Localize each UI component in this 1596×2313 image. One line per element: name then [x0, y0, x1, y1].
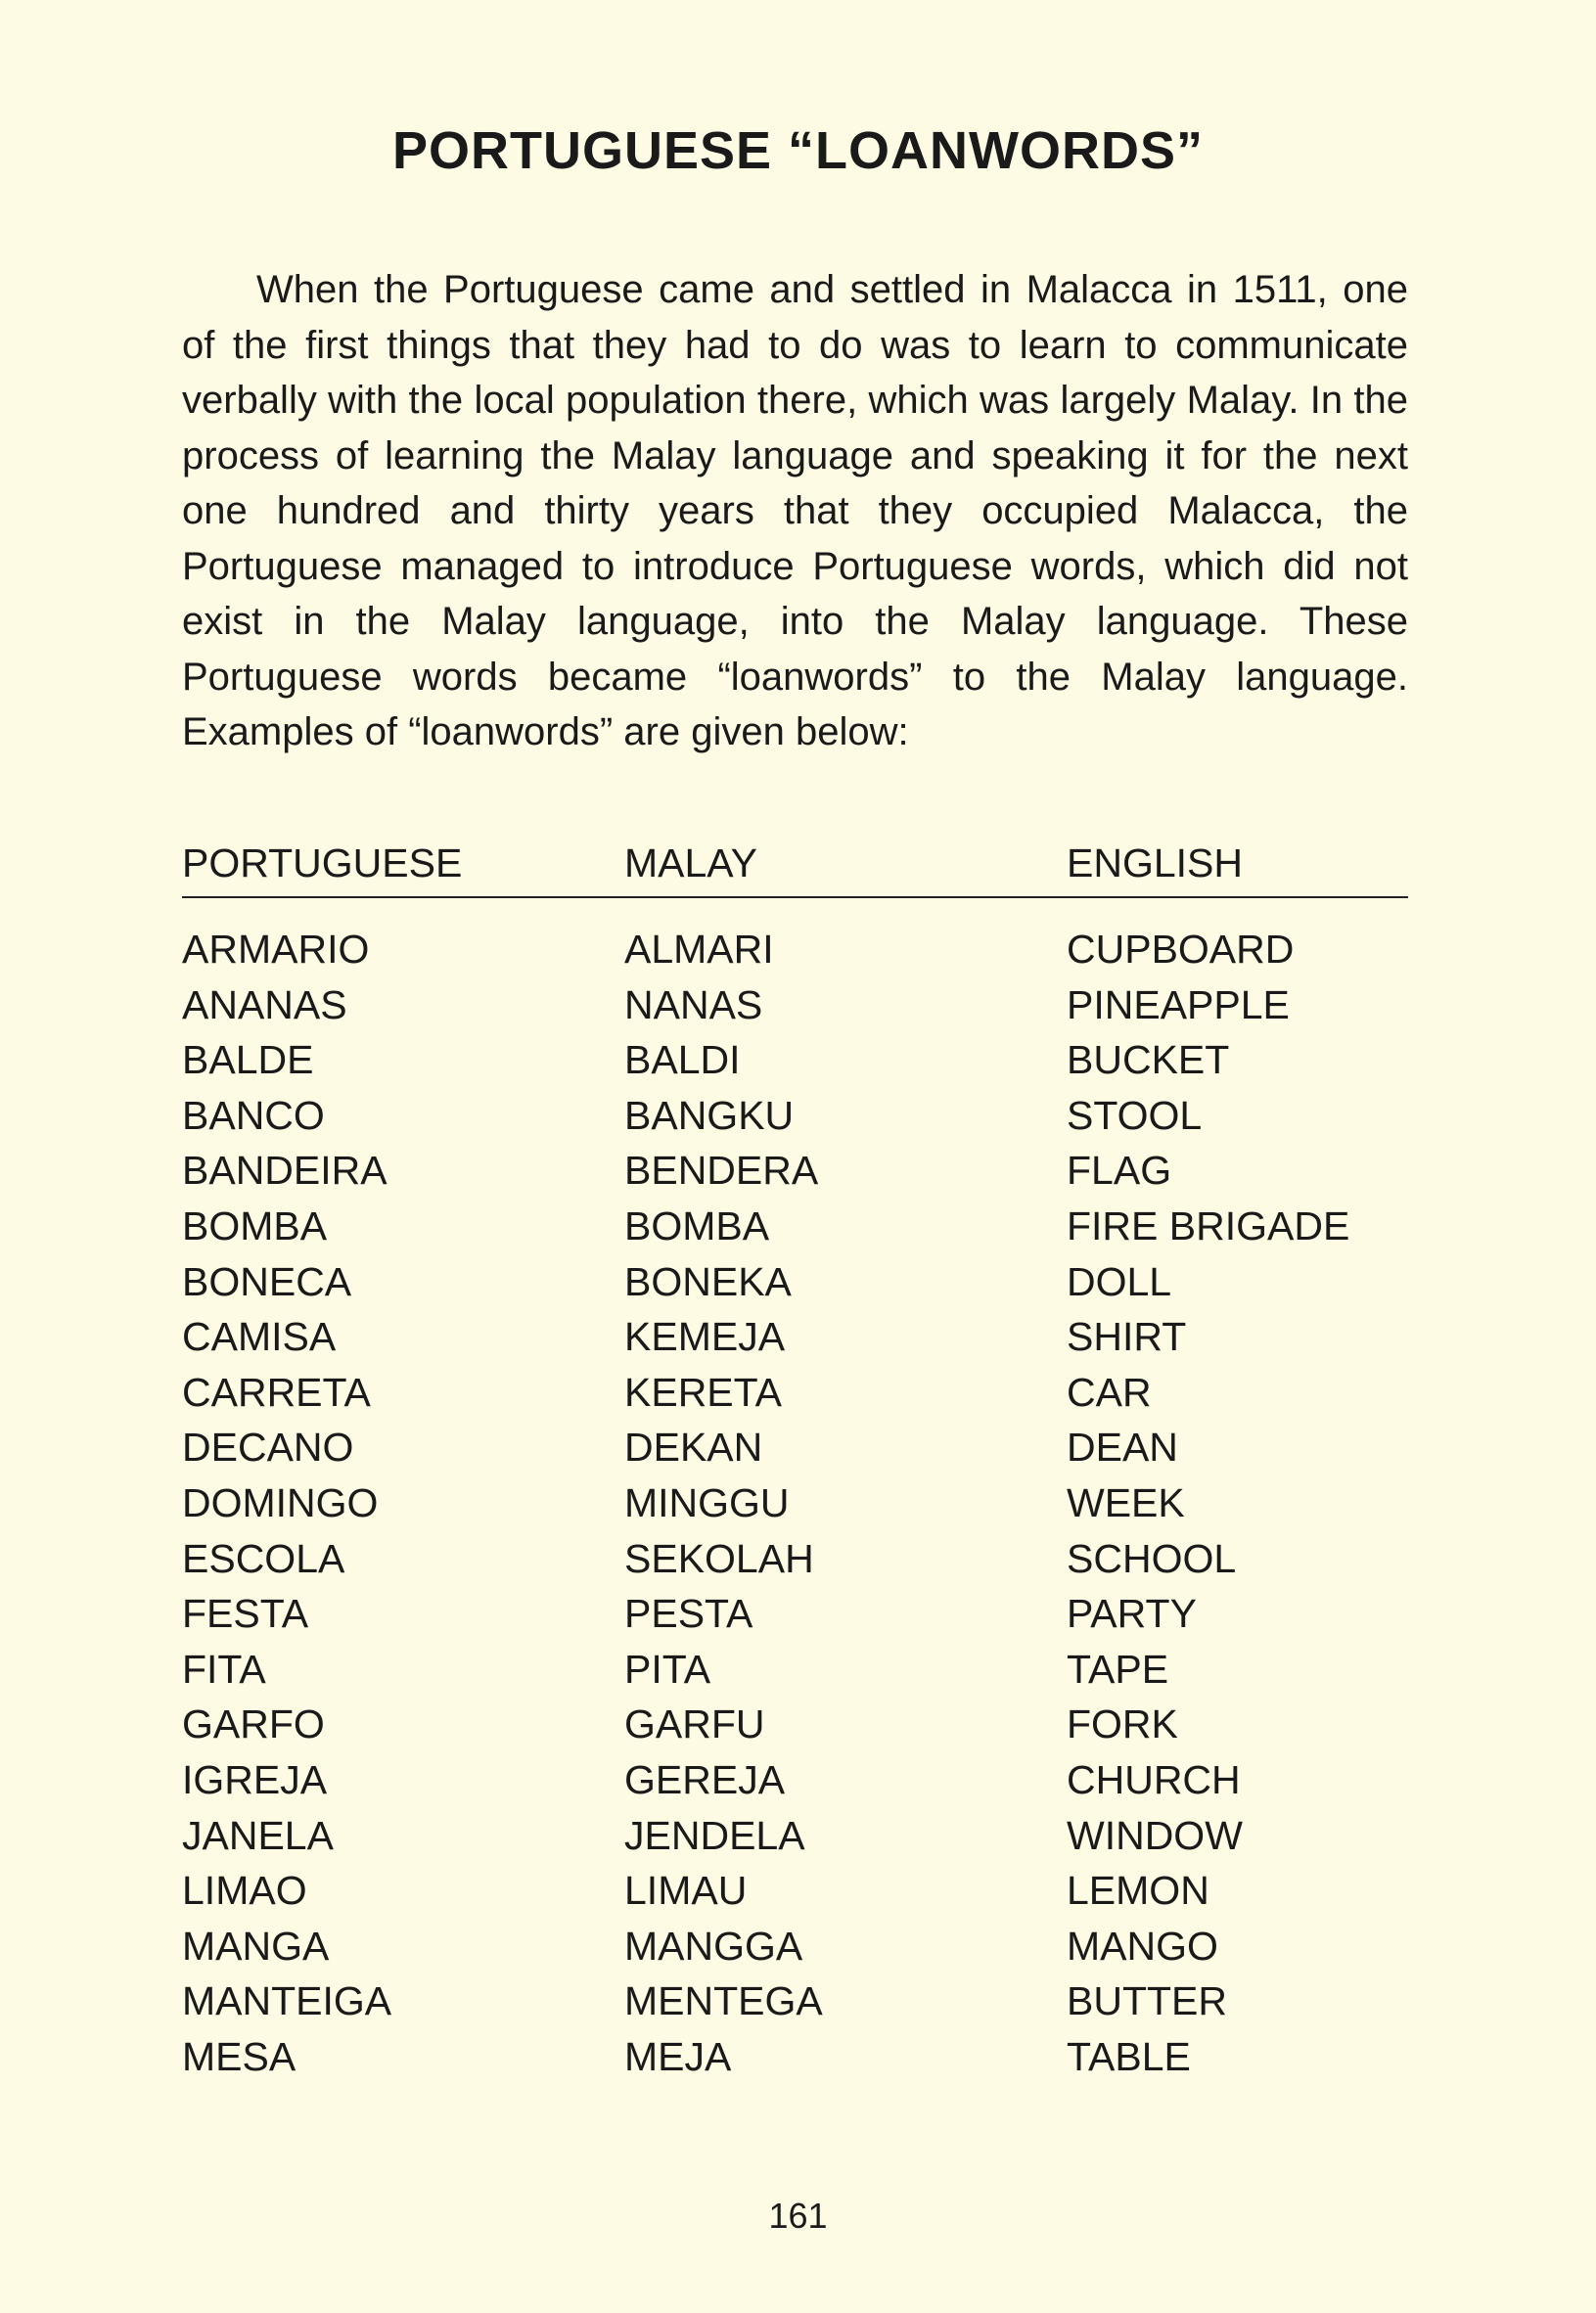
portuguese-word: LIMAO — [182, 1868, 307, 1914]
portuguese-word: BONECA — [182, 1258, 352, 1304]
english-word: MANGO — [1067, 1923, 1218, 1969]
table-row — [182, 1143, 1408, 1199]
portuguese-word: CARRETA — [182, 1369, 371, 1415]
portuguese-word: DOMINGO — [182, 1479, 379, 1525]
table-row — [182, 1254, 1408, 1310]
table-body — [182, 897, 1408, 2084]
malay-word: BANGKU — [624, 1092, 795, 1138]
portuguese-word: BANDEIRA — [182, 1148, 388, 1194]
english-word: CUPBOARD — [1067, 927, 1295, 972]
table-row — [182, 1752, 1408, 1808]
table-row — [182, 897, 1408, 977]
malay-word: BOMBA — [624, 1202, 770, 1248]
table-row — [182, 1420, 1408, 1475]
malay-word: DEKAN — [624, 1425, 763, 1471]
portuguese-word: MANTEIGA — [182, 1978, 392, 2024]
english-word: DOLL — [1067, 1258, 1172, 1304]
table-row — [182, 1697, 1408, 1752]
malay-word: BONEKA — [624, 1258, 792, 1304]
table-row — [182, 1309, 1408, 1365]
malay-word: MENTEGA — [624, 1978, 823, 2024]
table-row — [182, 1808, 1408, 1864]
page-number: 161 — [768, 2196, 828, 2236]
portuguese-word: DECANO — [182, 1425, 354, 1471]
malay-word: JENDELA — [624, 1812, 805, 1858]
page-title: PORTUGUESE “LOANWORDS” — [391, 121, 1205, 180]
portuguese-word: BOMBA — [182, 1202, 328, 1248]
portuguese-word: ESCOLA — [182, 1535, 345, 1581]
portuguese-word: JANELA — [182, 1812, 334, 1858]
english-word: FORK — [1067, 1701, 1178, 1747]
portuguese-word: CAMISA — [182, 1314, 337, 1360]
malay-word: MEJA — [624, 2033, 732, 2079]
english-word: TAPE — [1067, 1646, 1169, 1692]
english-word: SCHOOL — [1067, 1535, 1237, 1581]
english-word: WEEK — [1067, 1479, 1185, 1525]
column-header-malay: MALAY — [624, 839, 1067, 897]
malay-word: BENDERA — [624, 1148, 819, 1194]
portuguese-word: BALDE — [182, 1037, 314, 1083]
english-word: STOOL — [1067, 1092, 1203, 1138]
portuguese-word: BANCO — [182, 1092, 325, 1138]
english-word: BUCKET — [1067, 1037, 1230, 1083]
table-row — [182, 1199, 1408, 1254]
english-word: DEAN — [1067, 1425, 1178, 1471]
table-row — [182, 1475, 1408, 1531]
english-word: TABLE — [1067, 2033, 1191, 2079]
table-row — [182, 1919, 1408, 1974]
intro-paragraph: When the Portuguese came and settled in Malacca in 1511, one of the first things that they had to do was to learn to communicate verbally with the local population there, which was largely Malay. In the process of learning the Malay language and speaking it for the next one hundred and thirty years that they occupied Malacca, the Portuguese managed to introduce Portuguese words, which did not exist in the Malay language, into the Malay language. These Portuguese words became “loanwords” to the Malay language. Examples of “loanwords” are given below: — [182, 268, 1408, 753]
portuguese-word: ARMARIO — [182, 927, 370, 972]
table-header-row — [182, 839, 1408, 897]
english-word: CAR — [1067, 1369, 1152, 1415]
english-word: SHIRT — [1067, 1314, 1187, 1360]
english-word: WINDOW — [1067, 1812, 1243, 1858]
english-word: PARTY — [1067, 1591, 1197, 1637]
malay-word: LIMAU — [624, 1868, 748, 1914]
english-word: FLAG — [1067, 1148, 1172, 1194]
malay-word: BALDI — [624, 1037, 741, 1083]
table-row — [182, 977, 1408, 1033]
table-row — [182, 1973, 1408, 2029]
malay-word: ALMARI — [624, 927, 774, 972]
portuguese-word: FESTA — [182, 1591, 309, 1637]
english-word: BUTTER — [1067, 1978, 1227, 2024]
malay-word: GARFU — [624, 1701, 765, 1747]
malay-word: MINGGU — [624, 1479, 790, 1525]
malay-word: GEREJA — [624, 1756, 786, 1802]
portuguese-word: MESA — [182, 2033, 296, 2079]
loanwords-table — [182, 839, 1408, 2084]
english-word: LEMON — [1067, 1868, 1209, 1914]
portuguese-word: MANGA — [182, 1923, 330, 1969]
table-row — [182, 1586, 1408, 1642]
malay-word: MANGGA — [624, 1923, 803, 1969]
malay-word: SEKOLAH — [624, 1535, 814, 1581]
english-word: FIRE BRIGADE — [1067, 1202, 1350, 1248]
table-row — [182, 1032, 1408, 1088]
malay-word: KERETA — [624, 1369, 782, 1415]
portuguese-word: IGREJA — [182, 1756, 328, 1802]
malay-word: PESTA — [624, 1591, 753, 1637]
table-row — [182, 1642, 1408, 1698]
malay-word: NANAS — [624, 981, 763, 1027]
malay-word: PITA — [624, 1646, 711, 1692]
table-row — [182, 2029, 1408, 2085]
malay-word: KEMEJA — [624, 1314, 786, 1360]
portuguese-word: ANANAS — [182, 981, 347, 1027]
english-word: CHURCH — [1067, 1756, 1241, 1802]
column-header-english: ENGLISH — [1067, 839, 1408, 897]
table-row — [182, 1365, 1408, 1421]
portuguese-word: FITA — [182, 1646, 266, 1692]
portuguese-word: GARFO — [182, 1701, 325, 1747]
table-row — [182, 1863, 1408, 1919]
table-row — [182, 1088, 1408, 1144]
column-header-portuguese: PORTUGUESE — [182, 839, 624, 897]
table-header — [182, 839, 1408, 897]
table-row — [182, 1531, 1408, 1587]
english-word: PINEAPPLE — [1067, 981, 1290, 1027]
